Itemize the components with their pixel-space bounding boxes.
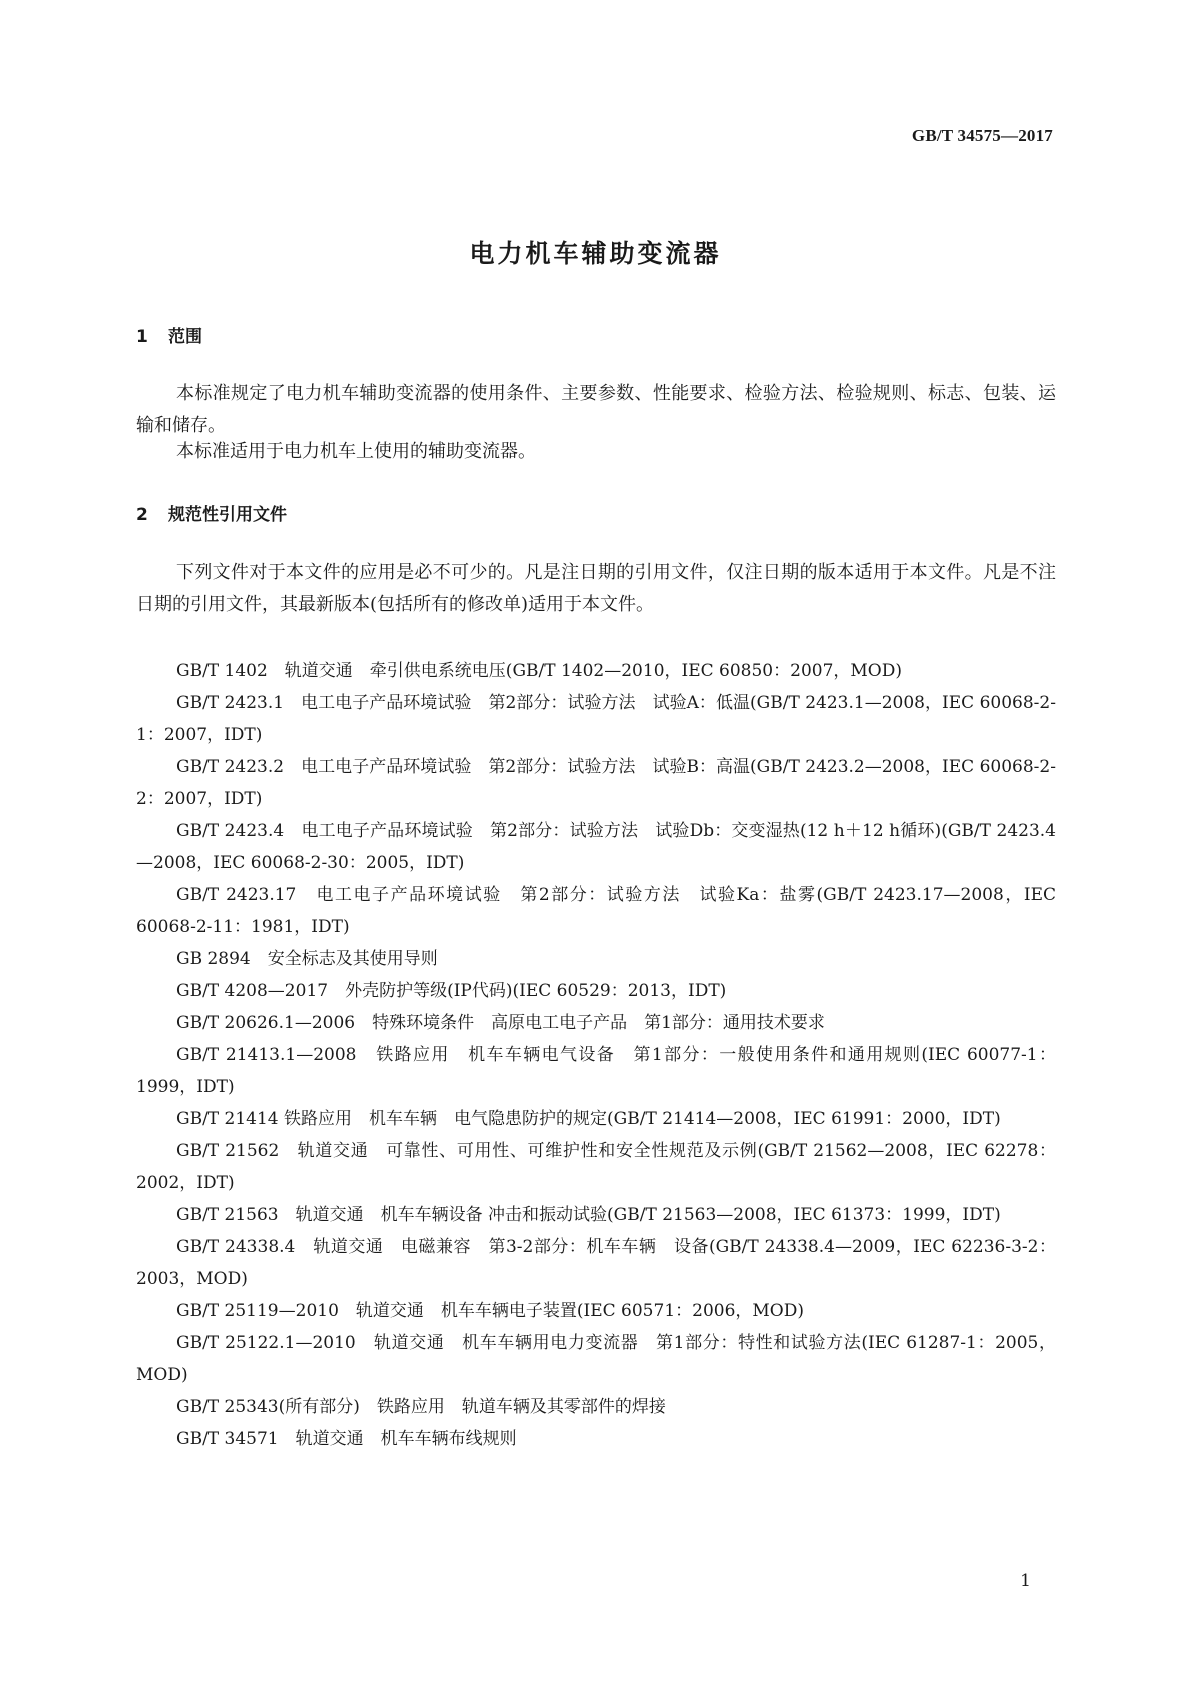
reference-item: GB/T 4208—2017 外壳防护等级(IP代码)(IEC 60529：2013，IDT) — [176, 981, 727, 1001]
scope-paragraph: 本标准适用于电力机车上使用的辅助变流器。 — [176, 441, 536, 462]
standard-code: GB/T 34575—2017 — [911, 126, 1053, 145]
reference-item: GB/T 25343(所有部分) 铁路应用 轨道车辆及其零部件的焊接 — [176, 1397, 666, 1417]
reference-item: GB/T 24338.4 轨道交通 电磁兼容 第3-2部分：机车车辆 设备(GB/T 24338.4—2009，IEC 62236-3-2：2003，MOD) — [136, 1237, 1056, 1289]
reference-item: GB/T 21562 轨道交通 可靠性、可用性、可维护性和安全性规范及示例(GB/T 21562—2008，IEC 62278：2002，IDT) — [136, 1141, 1056, 1193]
reference-item: GB/T 21413.1—2008 铁路应用 机车车辆电气设备 第1部分：一般使用条件和通用规则(IEC 60077-1：1999，IDT) — [136, 1045, 1056, 1097]
section-2-heading — [136, 500, 287, 525]
section-title: 范围 — [168, 327, 202, 347]
reference-item: GB/T 2423.17 电工电子产品环境试验 第2部分：试验方法 试验Ka：盐雾(GB/T 2423.17—2008，IEC 60068-2-11：1981，IDT) — [136, 885, 1062, 937]
reference-list — [136, 655, 1062, 1455]
section-title: 规范性引用文件 — [168, 505, 287, 525]
reference-item: GB/T 2423.4 电工电子产品环境试验 第2部分：试验方法 试验Db：交变湿热(12 h＋12 h循环)(GB/T 2423.4—2008，IEC 60068-2-30：2005，IDT) — [136, 821, 1056, 873]
reference-item: GB/T 25122.1—2010 轨道交通 机车车辆用电力变流器 第1部分：特性和试验方法(IEC 61287-1：2005，MOD) — [136, 1333, 1056, 1385]
reference-item: GB/T 2423.1 电工电子产品环境试验 第2部分：试验方法 试验A：低温(GB/T 2423.1—2008，IEC 60068-2-1：2007，IDT) — [136, 693, 1056, 745]
reference-item: GB/T 21414 铁路应用 机车车辆 电气隐患防护的规定(GB/T 21414—2008，IEC 61991：2000，IDT) — [176, 1109, 1001, 1129]
reference-item: GB/T 1402 轨道交通 牵引供电系统电压(GB/T 1402—2010，IEC 60850：2007，MOD) — [176, 661, 902, 681]
reference-item: GB/T 21563 轨道交通 机车车辆设备 冲击和振动试验(GB/T 21563—2008，IEC 61373：1999，IDT) — [176, 1205, 1001, 1225]
reference-item: GB/T 34571 轨道交通 机车车辆布线规则 — [176, 1429, 517, 1449]
scope-paragraph: 本标准规定了电力机车辅助变流器的使用条件、主要参数、性能要求、检验方法、检验规则、标志、包装、运输和储存。 — [136, 383, 1056, 436]
reference-item: GB/T 2423.2 电工电子产品环境试验 第2部分：试验方法 试验B：高温(GB/T 2423.2—2008，IEC 60068-2-2：2007，IDT) — [136, 757, 1056, 809]
section-number: 1 — [136, 327, 148, 347]
page-number: 1 — [1020, 1571, 1031, 1591]
references-intro: 下列文件对于本文件的应用是必不可少的。凡是注日期的引用文件，仅注日期的版本适用于本文件。凡是不注日期的引用文件，其最新版本(包括所有的修改单)适用于本文件。 — [136, 562, 1056, 615]
section-number: 2 — [136, 505, 148, 525]
document-title: 电力机车辅助变流器 — [469, 239, 722, 268]
section-1-heading — [136, 322, 202, 347]
reference-item: GB/T 25119—2010 轨道交通 机车车辆电子装置(IEC 60571：2006，MOD) — [176, 1301, 805, 1321]
reference-item: GB 2894 安全标志及其使用导则 — [176, 949, 438, 969]
reference-item: GB/T 20626.1—2006 特殊环境条件 高原电工电子产品 第1部分：通用技术要求 — [176, 1013, 825, 1033]
